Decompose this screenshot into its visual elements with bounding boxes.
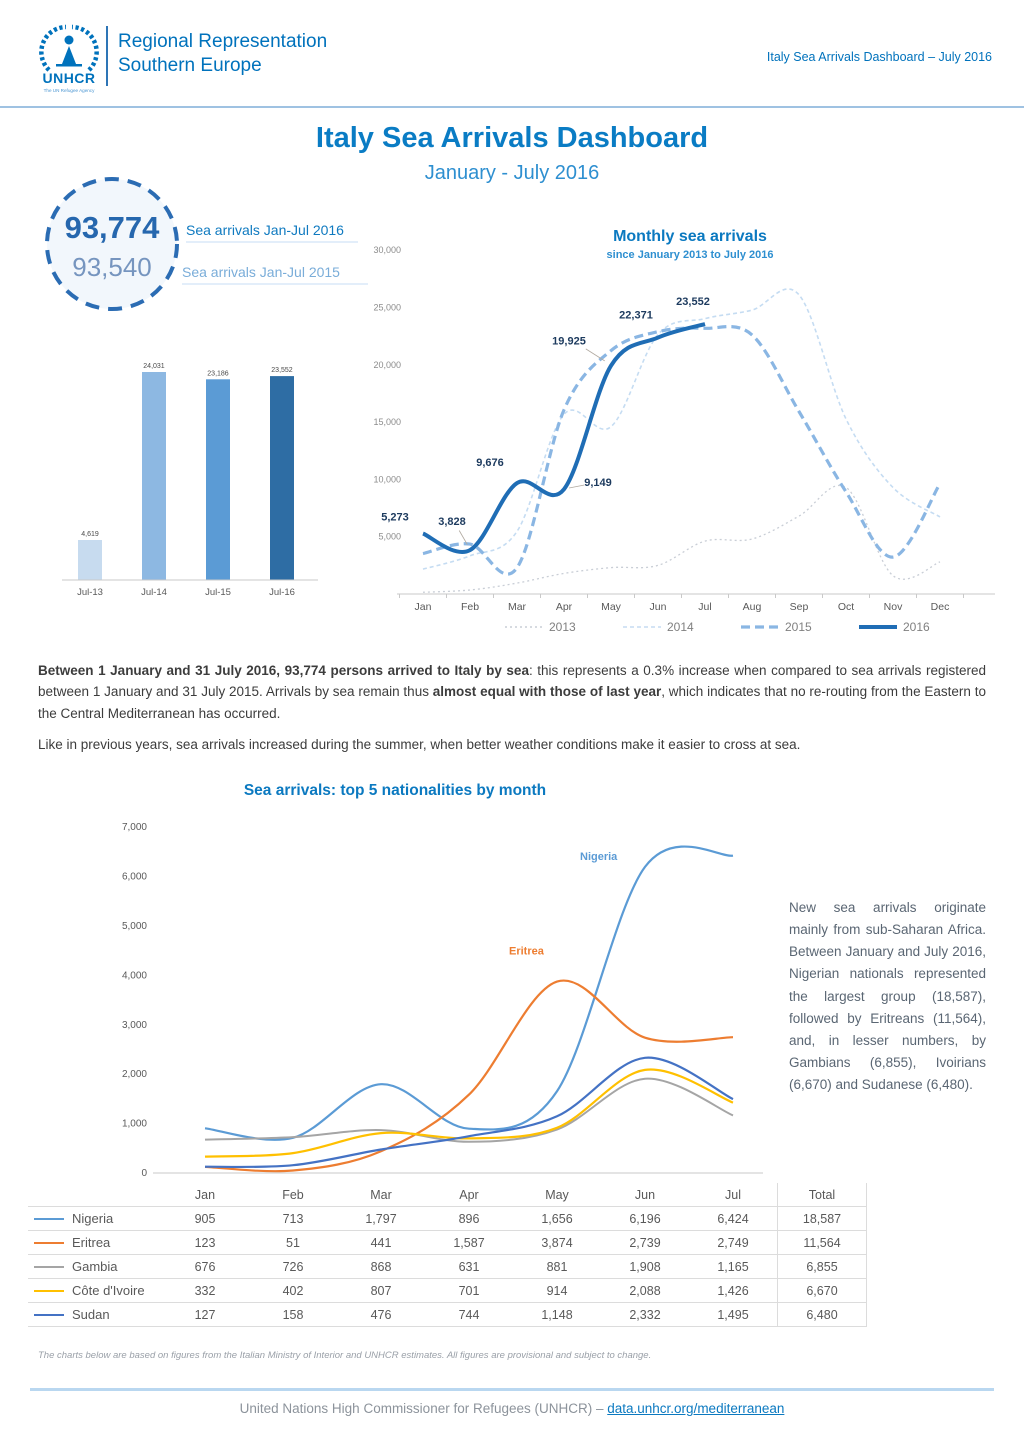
x-tick-label: Feb bbox=[460, 601, 480, 613]
y-tick-label: 4,000 bbox=[121, 970, 147, 982]
series-line-Sudan bbox=[205, 1058, 733, 1167]
data-label-annotation: 9,149 bbox=[584, 477, 612, 490]
bar-value-label: 23,552 bbox=[271, 367, 293, 375]
y-tick-label: 15,000 bbox=[373, 417, 401, 428]
table-cell: 868 bbox=[370, 1259, 392, 1274]
logo-tagline: The UN Refugee Agency bbox=[43, 88, 95, 93]
table-cell: 1,797 bbox=[365, 1211, 397, 1226]
table-header-cell: Feb bbox=[282, 1187, 304, 1202]
table-row-label bbox=[28, 1279, 161, 1302]
y-tick-label: 2,000 bbox=[121, 1069, 147, 1081]
x-tick-label: May bbox=[601, 601, 621, 613]
table-cell: 1,426 bbox=[717, 1283, 749, 1298]
narrative-paragraph-2: Like in previous years, sea arrivals increased during the summer, when better weather conditions make it easier to cross at sea. bbox=[38, 736, 801, 752]
legend-label: 2013 bbox=[549, 620, 576, 634]
table-cell: 158 bbox=[282, 1307, 304, 1322]
table-cell: 6,196 bbox=[629, 1211, 661, 1226]
table-row-label bbox=[28, 1207, 161, 1230]
table-row bbox=[28, 1255, 867, 1279]
july-arrivals-bar-chart bbox=[50, 330, 340, 608]
table-row-label bbox=[28, 1231, 161, 1254]
country-name: Côte d'Ivoire bbox=[72, 1283, 145, 1298]
y-tick-label: 0 bbox=[141, 1168, 147, 1179]
table-cell: 701 bbox=[458, 1283, 480, 1298]
logo-wordmark: UNHCR bbox=[42, 70, 96, 86]
table-cell: 441 bbox=[370, 1235, 392, 1250]
y-tick-label: 25,000 bbox=[373, 302, 401, 313]
x-tick-label: Nov bbox=[883, 601, 903, 613]
country-name: Eritrea bbox=[72, 1235, 111, 1250]
annotation-leader-line bbox=[569, 485, 584, 488]
x-tick-label: Apr bbox=[555, 601, 573, 613]
nationalities-table bbox=[28, 1183, 867, 1327]
y-tick-label: 10,000 bbox=[373, 474, 401, 485]
x-tick-label: Sep bbox=[789, 601, 809, 613]
side-note: New sea arrivals originate mainly from sub-Saharan Africa. Between January and July 2016, Nigerian nationals represented the largest group (18,587), followed by Eritreans (11,564), and, in lesser numbers, by Gambians (6,855), Ivoirians (6,670) and Sudanese (6,480). bbox=[789, 900, 986, 1092]
bar-Jul-14 bbox=[142, 372, 166, 580]
table-header-cell: Jun bbox=[634, 1187, 656, 1202]
table-total-cell: 11,564 bbox=[777, 1231, 867, 1254]
table-cell: 127 bbox=[194, 1307, 216, 1322]
legend-label: 2016 bbox=[903, 620, 930, 634]
org-name-line2: Southern Europe bbox=[118, 54, 262, 76]
bar-value-label: 24,031 bbox=[143, 363, 165, 370]
table-cell: 6,424 bbox=[717, 1211, 749, 1226]
header-rule bbox=[0, 106, 1024, 108]
table-cell: 726 bbox=[282, 1259, 304, 1274]
table-cell: 744 bbox=[458, 1307, 480, 1322]
series-line-2015 bbox=[423, 327, 940, 575]
data-label-annotation: 3,828 bbox=[438, 516, 466, 529]
table-row-label bbox=[28, 1255, 161, 1278]
bar-Jul-16 bbox=[270, 376, 294, 580]
y-tick-label: 5,000 bbox=[378, 531, 401, 542]
table-cell: 332 bbox=[194, 1283, 216, 1298]
bar-category-label: Jul-14 bbox=[141, 587, 167, 598]
footer-link[interactable]: data.unhcr.org/mediterranean bbox=[607, 1401, 785, 1416]
table-cell: 1,495 bbox=[717, 1307, 749, 1322]
nationalities-chart-title: Sea arrivals: top 5 nationalities by month bbox=[243, 782, 547, 799]
y-tick-label: 7,000 bbox=[121, 822, 147, 834]
bar-value-label: 4,619 bbox=[81, 531, 99, 538]
x-tick-label: Jul bbox=[698, 601, 712, 613]
data-label-annotation: 23,552 bbox=[676, 296, 710, 309]
table-cell: 1,656 bbox=[541, 1211, 573, 1226]
monthly-chart-title: Monthly sea arrivals bbox=[613, 228, 767, 245]
table-cell: 1,165 bbox=[717, 1259, 749, 1274]
narrative-paragraph-1 bbox=[38, 660, 986, 724]
table-header-cell: Apr bbox=[459, 1187, 479, 1202]
org-name bbox=[118, 30, 327, 78]
table-cell: 2,749 bbox=[717, 1235, 749, 1250]
country-name: Nigeria bbox=[72, 1211, 114, 1226]
data-label-annotation: 22,371 bbox=[619, 309, 653, 322]
table-cell: 807 bbox=[370, 1283, 392, 1298]
table-cell: 2,739 bbox=[629, 1235, 661, 1250]
narrative-text bbox=[38, 660, 986, 755]
table-cell: 1,908 bbox=[629, 1259, 661, 1274]
monthly-chart-subtitle: since January 2013 to July 2016 bbox=[606, 249, 774, 261]
table-cell: 905 bbox=[194, 1211, 216, 1226]
x-tick-label: Jun bbox=[649, 601, 667, 613]
page-subtitle: January - July 2016 bbox=[424, 162, 600, 184]
arrivals-2016-label: Sea arrivals Jan-Jul 2016 bbox=[186, 222, 358, 243]
table-cell: 713 bbox=[282, 1211, 304, 1226]
bar-Jul-13 bbox=[78, 540, 102, 580]
table-cell: 881 bbox=[546, 1259, 568, 1274]
x-tick-label: Jan bbox=[414, 601, 432, 613]
series-color-swatch-icon bbox=[34, 1314, 64, 1316]
table-cell: 1,148 bbox=[541, 1307, 573, 1322]
table-cell: 3,874 bbox=[541, 1235, 573, 1250]
table-cell: 476 bbox=[370, 1307, 392, 1322]
series-color-swatch-icon bbox=[34, 1242, 64, 1244]
data-label-annotation: 19,925 bbox=[552, 335, 586, 348]
y-tick-label: 30,000 bbox=[373, 245, 401, 256]
sheltered-person-icon bbox=[56, 36, 82, 67]
table-cell: 631 bbox=[458, 1259, 480, 1274]
table-total-cell: 18,587 bbox=[777, 1207, 867, 1230]
summary-circle bbox=[40, 172, 184, 316]
table-header-cell: Jul bbox=[725, 1187, 741, 1202]
table-cell: 51 bbox=[286, 1235, 300, 1250]
table-total-cell: 6,670 bbox=[777, 1279, 867, 1302]
narrative-p1-bold2: almost equal with those of last year bbox=[432, 684, 662, 700]
narrative-p1-text2: , which indicates that no re-routing from the Eastern to the Central Mediterranean has occurred. bbox=[38, 684, 986, 721]
table-row bbox=[28, 1231, 867, 1255]
arrivals-2016-value: 93,774 bbox=[64, 210, 160, 245]
series-color-swatch-icon bbox=[34, 1266, 64, 1268]
table-header-row bbox=[28, 1183, 867, 1207]
table-row bbox=[28, 1207, 867, 1231]
narrative-p1-text1: : this represents a 0.3% increase when compared to sea arrivals registered between 1 January and 31 July 2015. Arrivals by sea remain thus bbox=[38, 663, 986, 700]
bar-category-label: Jul-16 bbox=[269, 587, 295, 598]
table-total-cell: 6,480 bbox=[777, 1303, 867, 1326]
series-line-Côte d'Ivoire bbox=[205, 1069, 733, 1156]
y-tick-label: 3,000 bbox=[121, 1019, 147, 1031]
x-tick-label: Dec bbox=[930, 601, 950, 613]
series-inline-label-Nigeria: Nigeria bbox=[580, 850, 618, 863]
table-header-cell: Mar bbox=[370, 1187, 392, 1202]
narrative-p1-bold1: Between 1 January and 31 July 2016, 93,774 persons arrived to Italy by sea bbox=[38, 663, 529, 678]
table-cell: 676 bbox=[194, 1259, 216, 1274]
y-tick-label: 20,000 bbox=[373, 359, 401, 370]
annotation-leader-line bbox=[459, 531, 467, 545]
data-label-annotation: 9,676 bbox=[476, 457, 504, 470]
table-cell: 2,088 bbox=[629, 1283, 661, 1298]
table-cell: 402 bbox=[282, 1283, 304, 1298]
table-header-cell: Jan bbox=[194, 1187, 216, 1202]
country-name: Gambia bbox=[72, 1259, 118, 1274]
footnote: The charts below are based on figures from the Italian Ministry of Interior and UNHCR estimates. All figures are provisional and subject to change. bbox=[38, 1350, 652, 1361]
series-line-Gambia bbox=[205, 1079, 733, 1142]
x-tick-label: Mar bbox=[507, 601, 527, 613]
table-total-cell: 6,855 bbox=[777, 1255, 867, 1278]
y-tick-label: 1,000 bbox=[121, 1118, 147, 1130]
table-row bbox=[28, 1279, 867, 1303]
table-row bbox=[28, 1303, 867, 1327]
table-cell: 123 bbox=[194, 1235, 216, 1250]
x-tick-label: Aug bbox=[742, 601, 762, 613]
series-color-swatch-icon bbox=[34, 1218, 64, 1220]
series-inline-label-Eritrea: Eritrea bbox=[509, 945, 544, 958]
table-header-cell: May bbox=[545, 1187, 569, 1202]
y-tick-label: 5,000 bbox=[121, 921, 147, 932]
monthly-sea-arrivals-chart bbox=[355, 228, 1015, 640]
country-name: Sudan bbox=[72, 1307, 110, 1322]
arrivals-2015-label: Sea arrivals Jan-Jul 2015 bbox=[182, 264, 368, 285]
logo-divider bbox=[106, 26, 108, 86]
table-header-cell: Total bbox=[777, 1183, 867, 1206]
legend-label: 2014 bbox=[667, 620, 694, 634]
data-label-annotation: 5,273 bbox=[381, 511, 409, 524]
footer-text bbox=[0, 1401, 1024, 1416]
org-name-line1: Regional Representation bbox=[118, 31, 328, 52]
table-cell: 2,332 bbox=[629, 1307, 661, 1322]
doc-reference: Italy Sea Arrivals Dashboard – July 2016 bbox=[766, 50, 992, 64]
page-title: Italy Sea Arrivals Dashboard bbox=[315, 122, 709, 154]
top5-nationalities-chart bbox=[95, 805, 775, 1195]
bar-category-label: Jul-15 bbox=[205, 587, 231, 598]
bar-category-label: Jul-13 bbox=[77, 587, 103, 598]
unhcr-logo bbox=[36, 20, 102, 100]
y-tick-label: 6,000 bbox=[121, 871, 147, 883]
footer-rule bbox=[30, 1388, 994, 1391]
annotation-leader-line bbox=[586, 349, 605, 361]
table-cell: 1,587 bbox=[453, 1235, 485, 1250]
table-header-cell bbox=[28, 1183, 161, 1206]
footer-org: United Nations High Commissioner for Refugees (UNHCR) – bbox=[239, 1401, 608, 1416]
table-row-label bbox=[28, 1303, 161, 1326]
series-color-swatch-icon bbox=[34, 1290, 64, 1292]
arrivals-2015-value: 93,540 bbox=[72, 252, 152, 282]
table-cell: 914 bbox=[546, 1283, 568, 1298]
legend-label: 2015 bbox=[785, 620, 812, 634]
bar-Jul-15 bbox=[206, 379, 230, 580]
table-cell: 896 bbox=[458, 1211, 480, 1226]
bar-value-label: 23,186 bbox=[207, 370, 229, 378]
x-tick-label: Oct bbox=[837, 601, 855, 613]
